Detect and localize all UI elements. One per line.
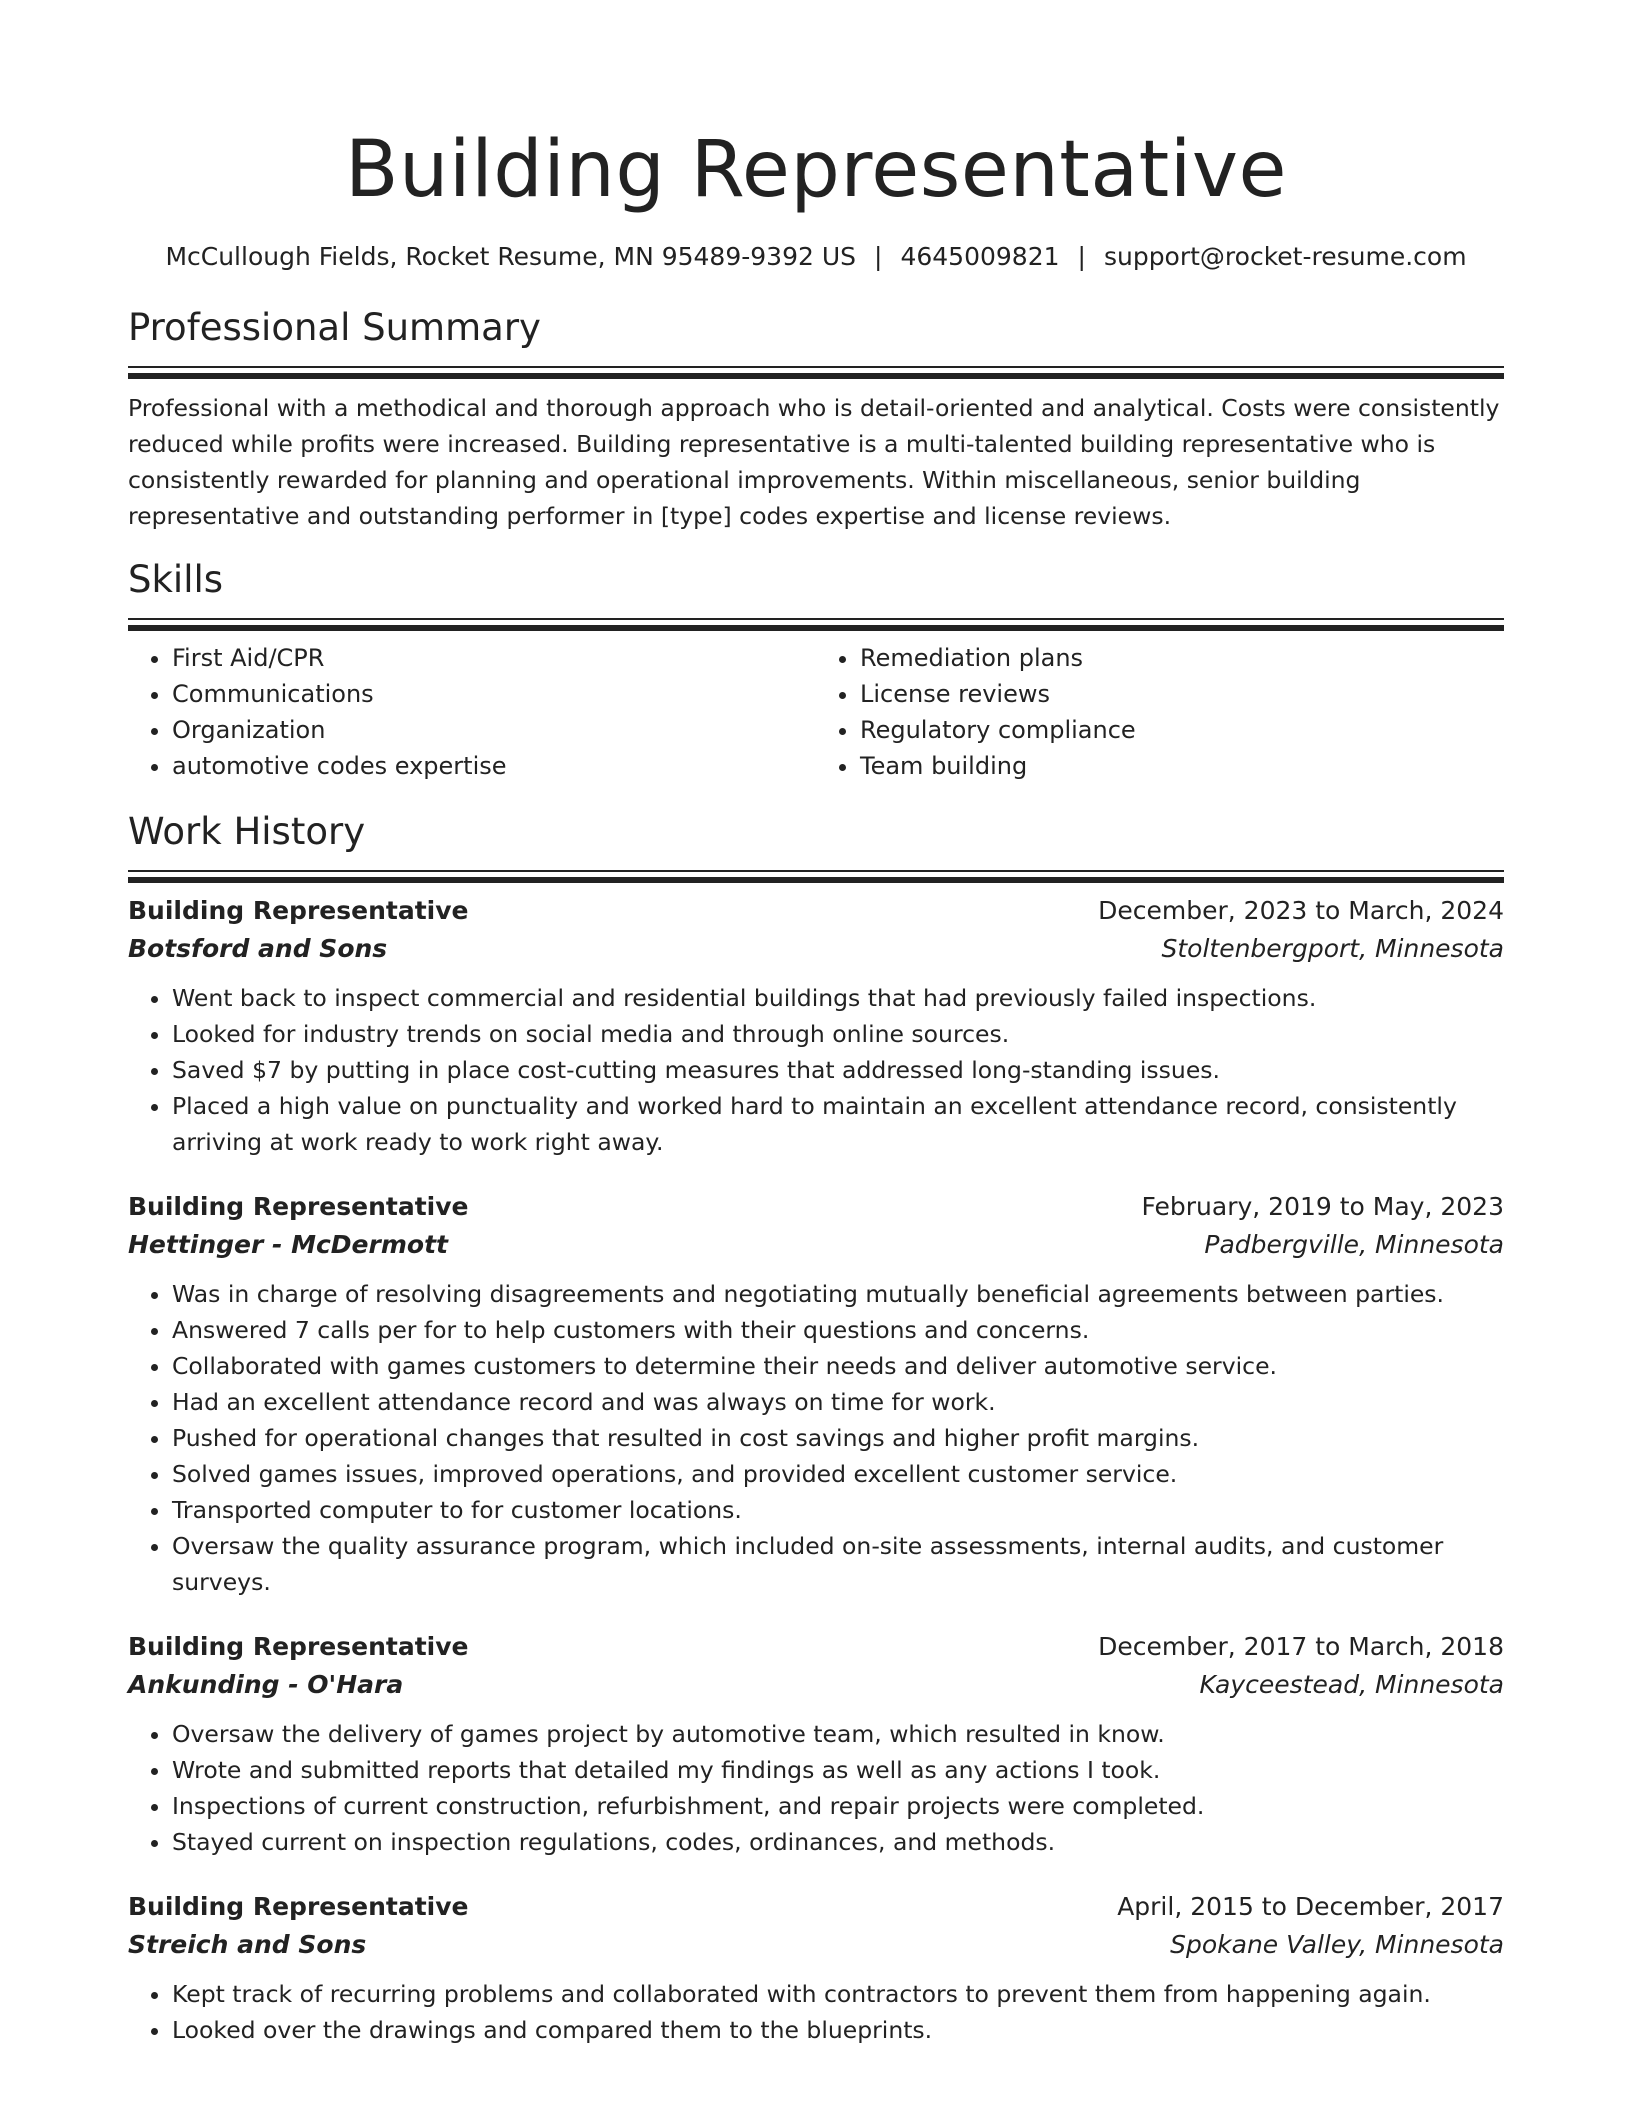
summary-heading: Professional Summary (128, 306, 541, 349)
job-bullets (128, 980, 1504, 1160)
job-title: Building Representative (128, 1192, 469, 1221)
resume-page (128, 0, 1504, 2048)
job-entry (128, 1888, 1504, 2048)
section-rule (128, 870, 1504, 872)
job-bullet: • Looked over the drawings and compared them to the blueprints. (172, 2012, 1504, 2048)
job-bullet: • Inspections of current construction, refurbishment, and repair projects were completed. (172, 1788, 1504, 1824)
skills-section (128, 556, 1504, 784)
job-bullet: • Looked for industry trends on social media and through online sources. (172, 1016, 1504, 1052)
job-bullet: • Kept track of recurring problems and collaborated with contractors to prevent them from happening again. (172, 1976, 1504, 2012)
work-section (128, 808, 1504, 2048)
job-company: Hettinger - McDermott (128, 1230, 448, 1259)
job-bullet: • Pushed for operational changes that resulted in cost savings and higher profit margins. (172, 1420, 1504, 1456)
skill-item: • Team building (860, 748, 1504, 784)
job-company: Streich and Sons (128, 1930, 367, 1959)
section-rule (128, 366, 1504, 368)
job-title: Building Representative (128, 1632, 469, 1661)
job-dates: December, 2017 to March, 2018 (1098, 1632, 1504, 1661)
job-bullets (128, 1716, 1504, 1860)
skill-item: • Communications (172, 676, 816, 712)
job-entry (128, 1628, 1504, 1860)
section-rule (128, 618, 1504, 620)
job-location: Stoltenbergport, Minnesota (1161, 934, 1504, 963)
summary-text: Professional with a methodical and thorough approach who is detail-oriented and analytical. Costs were consistently reduced while profits were increased. Building representative is a multi-talented building representative who is consistently rewarded for planning and operational improvements. Within miscellaneous, senior building representative and outstanding performer in [type] codes expertise and license reviews. (128, 394, 1500, 530)
skill-item: • Organization (172, 712, 816, 748)
job-dates: February, 2019 to May, 2023 (1141, 1192, 1504, 1221)
skill-item: • Remediation plans (860, 640, 1504, 676)
contact-separator: | (874, 242, 883, 271)
job-bullet: • Transported computer to for customer locations. (172, 1492, 1504, 1528)
job-bullet: • Collaborated with games customers to determine their needs and deliver automotive service. (172, 1348, 1504, 1384)
contact-address: McCullough Fields, Rocket Resume, MN 95489-9392 US (165, 242, 857, 271)
job-location: Padbergville, Minnesota (1204, 1230, 1504, 1259)
skills-heading: Skills (128, 558, 224, 601)
job-location: Spokane Valley, Minnesota (1170, 1930, 1504, 1959)
skills-columns (128, 640, 1504, 784)
summary-section (128, 304, 1504, 534)
job-bullet: • Saved $7 by putting in place cost-cutting measures that addressed long-standing issues. (172, 1052, 1504, 1088)
skill-item: • Regulatory compliance (860, 712, 1504, 748)
contact-line (128, 240, 1504, 274)
job-dates: December, 2023 to March, 2024 (1098, 896, 1504, 925)
job-bullet: • Oversaw the quality assurance program, which included on-site assessments, internal audits, and customer surveys. (172, 1528, 1504, 1600)
job-entry (128, 892, 1504, 1160)
skill-item: • First Aid/CPR (172, 640, 816, 676)
skill-item: • automotive codes expertise (172, 748, 816, 784)
contact-separator: | (1077, 242, 1086, 271)
job-bullets (128, 1976, 1504, 2048)
job-location: Kayceestead, Minnesota (1199, 1670, 1504, 1699)
job-bullet: • Oversaw the delivery of games project by automotive team, which resulted in know. (172, 1716, 1504, 1752)
contact-phone: 4645009821 (900, 242, 1060, 271)
job-title: Building Representative (128, 896, 469, 925)
job-bullet: • Placed a high value on punctuality and worked hard to maintain an excellent attendance record, consistently arriving at work ready to work right away. (172, 1088, 1504, 1160)
job-title: Building Representative (128, 1892, 469, 1921)
job-bullet: • Solved games issues, improved operations, and provided excellent customer service. (172, 1456, 1504, 1492)
job-bullet: • Went back to inspect commercial and residential buildings that had previously failed inspections. (172, 980, 1504, 1016)
skill-item: • License reviews (860, 676, 1504, 712)
skills-right-list (816, 640, 1504, 784)
job-entry (128, 1188, 1504, 1600)
job-bullet: • Had an excellent attendance record and was always on time for work. (172, 1384, 1504, 1420)
job-company: Ankunding - O'Hara (128, 1670, 404, 1699)
job-bullet: • Wrote and submitted reports that detailed my findings as well as any actions I took. (172, 1752, 1504, 1788)
job-bullets (128, 1276, 1504, 1600)
job-company: Botsford and Sons (128, 934, 388, 963)
skills-left-list (128, 640, 816, 784)
job-bullet: • Was in charge of resolving disagreements and negotiating mutually beneficial agreements between parties. (172, 1276, 1504, 1312)
contact-email: support@rocket-resume.com (1103, 242, 1467, 271)
work-heading: Work History (128, 810, 366, 853)
resume-name: Building Representative (344, 125, 1288, 215)
job-bullet: • Stayed current on inspection regulations, codes, ordinances, and methods. (172, 1824, 1504, 1860)
job-dates: April, 2015 to December, 2017 (1117, 1892, 1504, 1921)
job-bullet: • Answered 7 calls per for to help customers with their questions and concerns. (172, 1312, 1504, 1348)
